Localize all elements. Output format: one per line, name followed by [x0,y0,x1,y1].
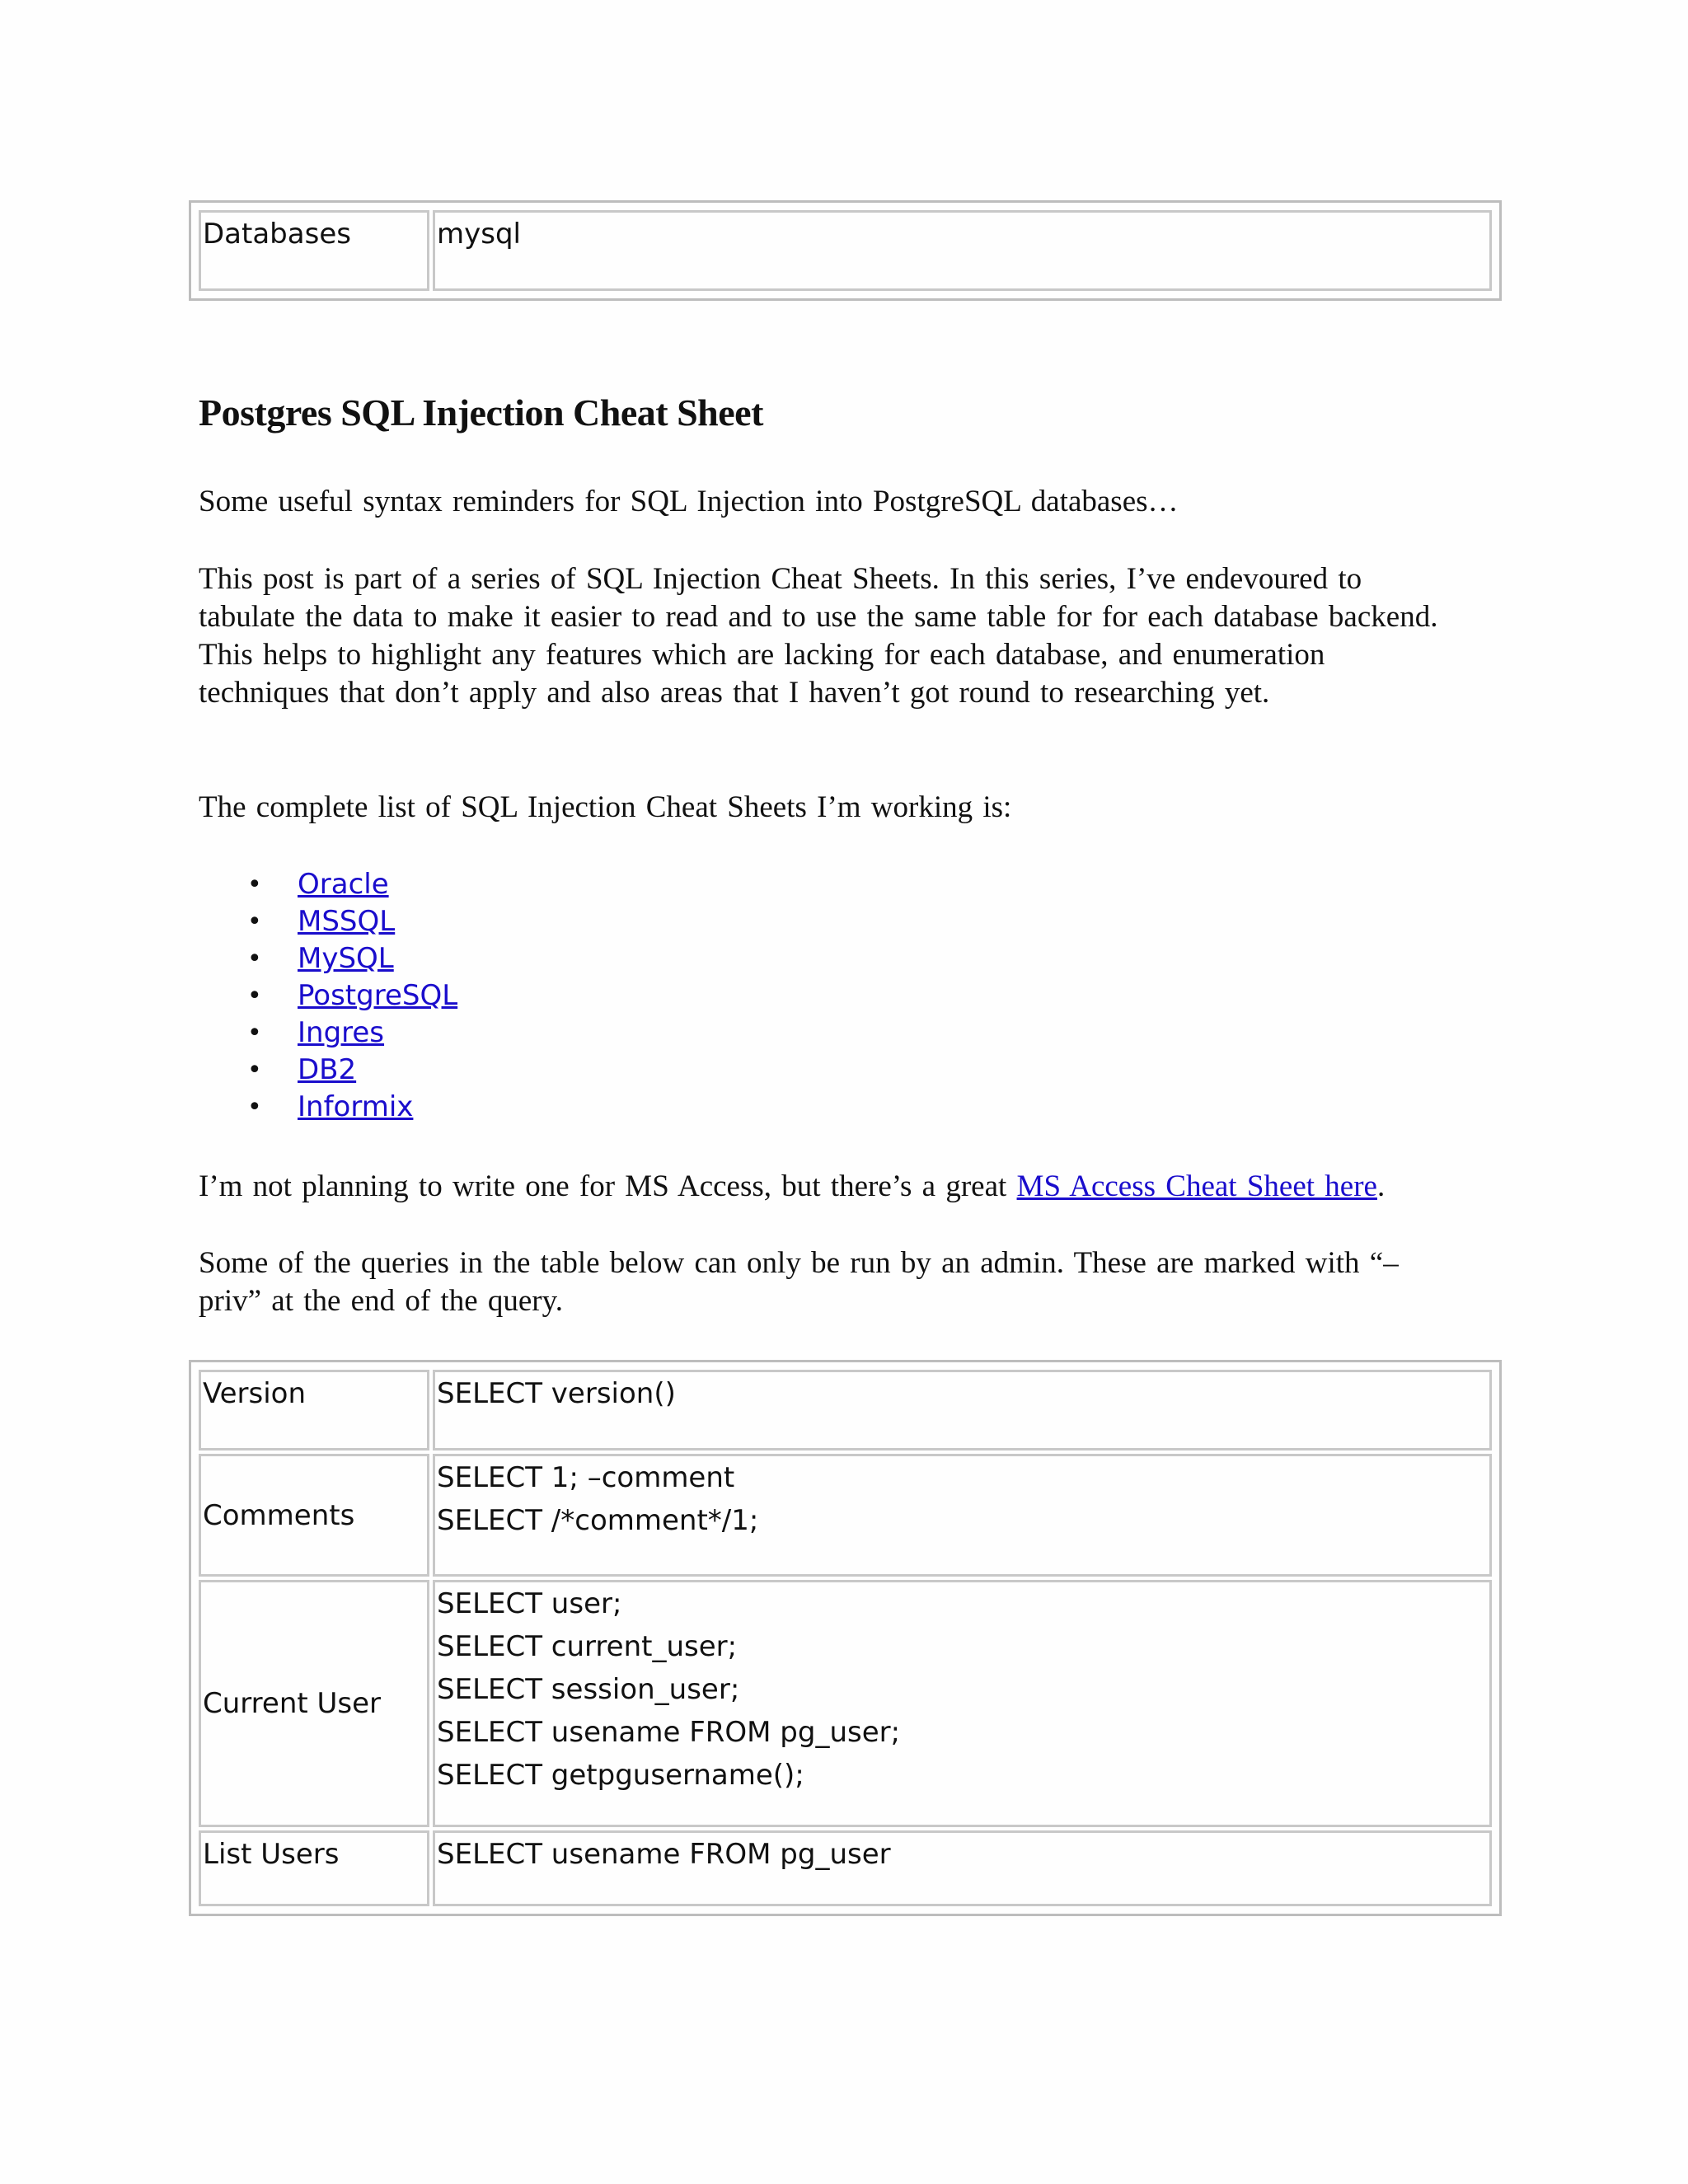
databases-table [189,200,1502,301]
link-mssql[interactable]: MSSQL [298,905,396,938]
query-line: SELECT version() [437,1377,676,1410]
bullet-icon: • [247,907,262,936]
table-row [199,1454,1492,1577]
list-item [199,1089,457,1126]
cheat-sheet-table [189,1360,1502,1916]
current-user-value-cell [433,1580,1492,1827]
bullet-icon: • [247,1056,262,1085]
access-text-end: . [1376,1169,1386,1203]
table-row [199,1580,1492,1827]
query-line: SELECT usename FROM pg_user; [437,1716,901,1749]
link-ingres[interactable]: Ingres [298,1016,385,1049]
query-line: SELECT session_user; [437,1673,740,1706]
list-item [199,1052,457,1089]
bullet-icon: • [247,870,262,899]
list-item [199,977,457,1015]
comments-key-cell: Comments [199,1454,429,1577]
list-item [199,940,457,977]
bullet-icon: • [247,1093,262,1122]
ms-access-cheat-sheet-link[interactable]: MS Access Cheat Sheet here [1016,1169,1377,1203]
current-user-key-cell: Current User [199,1580,429,1827]
databases-key-cell: Databases [199,210,429,291]
query-line: SELECT /*comment*/1; [437,1504,759,1537]
intro-paragraph: Some useful syntax reminders for SQL Injection into PostgreSQL databases… [199,485,1179,518]
table-row [199,1370,1492,1451]
list-item [199,1015,457,1052]
link-oracle[interactable]: Oracle [298,868,389,901]
query-line: SELECT getpgusername(); [437,1759,804,1792]
link-db2[interactable]: DB2 [298,1053,357,1086]
list-users-key-cell: List Users [199,1830,429,1906]
bullet-icon: • [247,944,262,973]
link-mysql[interactable]: MySQL [298,942,394,975]
bullet-icon: • [247,982,262,1010]
version-value-cell [433,1370,1492,1451]
table-row [199,1830,1492,1906]
access-text: I’m not planning to write one for MS Access, but there’s a great [199,1169,1017,1203]
databases-value-cell: mysql [433,210,1492,291]
list-users-value-cell [433,1830,1492,1906]
access-paragraph [199,1168,1460,1206]
series-paragraph: This post is part of a series of SQL Injection Cheat Sheets. In this series, I’ve endevoured to tabulate the data to make it easier to read and to use the same table for for each database backend. This helps to highlight any features which are lacking for each database, and enumeration techniques that don’t apply and also areas that I haven’t got round to researching yet. [199,562,1438,710]
query-line: SELECT current_user; [437,1630,738,1663]
table-row [199,210,1492,291]
list-intro-paragraph: The complete list of SQL Injection Cheat Sheets I’m working is: [199,790,1012,824]
version-key-cell: Version [199,1370,429,1451]
comments-value-cell [433,1454,1492,1577]
link-informix[interactable]: Informix [298,1090,414,1123]
priv-paragraph: Some of the queries in the table below can only be run by an admin. These are marked with “–priv” at the end of the query. [199,1246,1399,1318]
list-item [199,866,457,903]
query-line: SELECT user; [437,1587,622,1620]
list-item [199,903,457,940]
cheat-sheet-link-list [199,866,457,1126]
bullet-icon: • [247,1019,262,1047]
page-title: Postgres SQL Injection Cheat Sheet [199,391,763,434]
link-postgresql[interactable]: PostgreSQL [298,979,458,1012]
query-line: SELECT usename FROM pg_user [437,1838,891,1871]
query-line: SELECT 1; –comment [437,1461,735,1494]
